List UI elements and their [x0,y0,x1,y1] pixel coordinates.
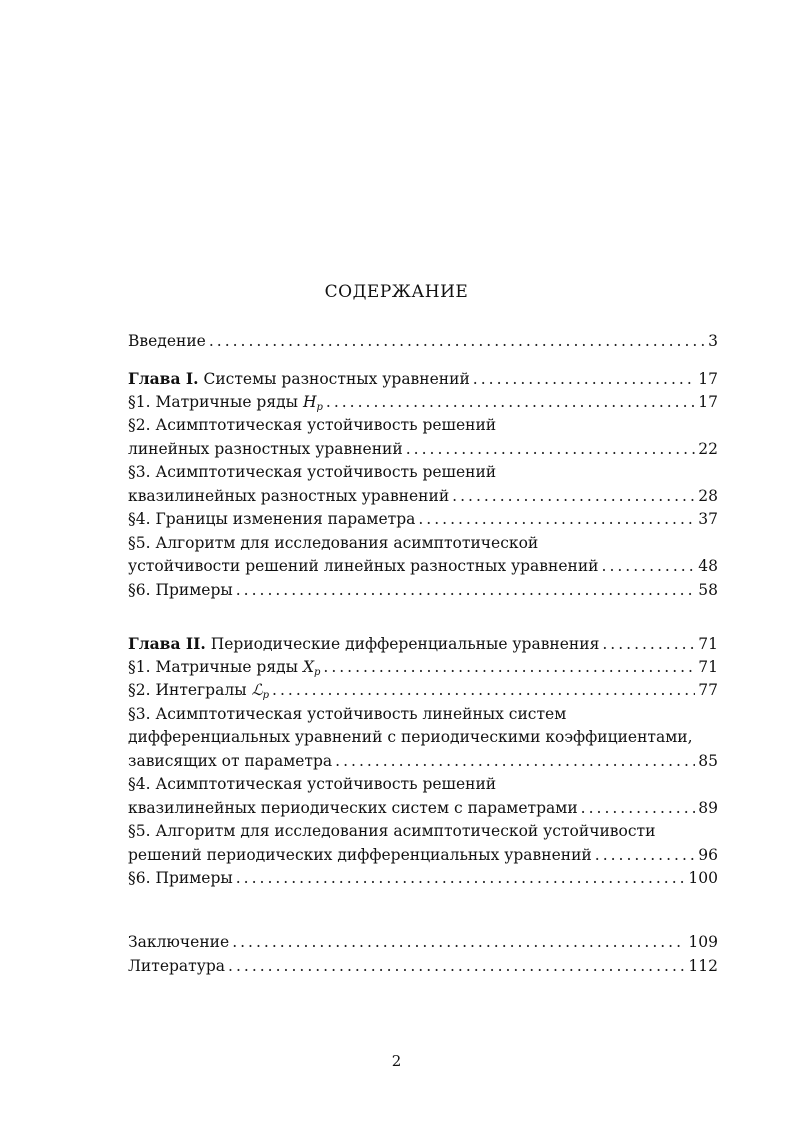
chapter-title: Периодические дифференциальные уравнения [210,635,600,653]
entry-page: 48 [698,557,718,575]
entry-label: Заключение [128,933,230,951]
entry-label: Введение [128,332,206,350]
toc-entry-ch1-s5[interactable] [128,555,718,579]
toc-chapter-1 [128,367,718,602]
dot-leader [602,555,696,579]
entry-page: 71 [698,635,718,653]
toc-entry-ch1-s3[interactable] [128,485,718,509]
dot-leader [272,679,695,703]
entry-page: 89 [698,798,718,817]
dot-leader [232,931,685,955]
entry-page: 17 [698,392,718,411]
dot-leader [323,656,695,680]
toc-entry-ch2-s6[interactable] [128,867,718,891]
toc-entry-ch1-s2-line1[interactable]: §2. Асимптотическая устойчивость решений [128,416,497,434]
toc-chapter-2 [128,632,718,891]
entry-label: §6. Примеры [128,869,233,887]
entry-page: 109 [688,933,718,951]
toc-entry-ch2-s5-line1[interactable]: §5. Алгоритм для исследования асимптотической устойчивости [128,822,656,840]
entry-page: 28 [698,486,718,505]
toc-entry-ch2-s3-line1[interactable]: §3. Асимптотическая устойчивость линейных систем [128,704,567,723]
toc-entry-ch1-s1[interactable] [128,391,718,415]
chapter-prefix: Глава II. [128,634,206,653]
dot-leader [418,508,695,532]
toc-entry-ch2-s5[interactable] [128,844,718,868]
toc-entry-ch2-s3-line2[interactable]: дифференциальных уравнений с периодическими коэффициентами, [128,728,693,746]
math-subscript: p [314,666,321,678]
toc-entry-ch2-s4-line1[interactable]: §4. Асимптотическая устойчивость решений [128,775,497,793]
page-title: СОДЕРЖАНИЕ [324,282,469,302]
toc-intro [128,330,718,354]
math-symbol: H [302,392,317,411]
entry-page: 100 [688,869,718,887]
chapter-title: Системы разностных уравнений [203,370,470,388]
toc-entry-literature[interactable] [128,955,718,979]
entry-label: квазилинейных разностных уравнений [128,486,450,505]
toc-entry-ch2-s1[interactable] [128,656,718,680]
math-subscript: p [316,401,323,413]
toc-entry-chapter-1[interactable] [128,367,718,391]
math-symbol: X [302,657,314,676]
entry-page: 71 [698,657,718,676]
entry-page: 17 [698,370,718,388]
dot-leader [228,955,685,979]
dot-leader [581,797,696,821]
toc-end-matter [128,931,718,978]
toc-entry-ch1-s3-line1[interactable]: §3. Асимптотическая устойчивость решений [128,463,497,481]
entry-page: 77 [698,681,718,699]
dot-leader [326,391,695,415]
toc-entry-intro[interactable] [128,330,718,354]
toc-entry-ch2-s2[interactable] [128,679,718,703]
math-symbol: ℒ [251,681,263,699]
entry-label: §2. Интегралы [128,681,247,699]
toc-entry-ch2-s4[interactable] [128,797,718,821]
toc-entry-chapter-2[interactable] [128,632,718,656]
entry-page: 112 [688,956,718,975]
entry-label: §1. Матричные ряды [128,392,299,411]
dot-leader [236,867,686,891]
entry-label: §1. Матричные ряды [128,657,299,676]
entry-page: 96 [698,845,718,864]
entry-label: §6. Примеры [128,580,233,599]
toc-entry-ch2-s3[interactable] [128,750,718,774]
entry-label: решений периодических дифференциальных уравнений [128,845,592,864]
dot-leader [335,750,695,774]
dot-leader [473,368,695,392]
entry-label: §4. Границы изменения параметра [128,510,416,528]
entry-page: 58 [698,580,718,599]
dot-leader [452,485,695,509]
entry-label: зависящих от параметра [128,751,333,770]
dot-leader [236,579,696,603]
toc-entry-ch1-s5-line1[interactable]: §5. Алгоритм для исследования асимптотической [128,533,539,552]
entry-page: 22 [698,439,718,458]
entry-page: 85 [698,751,718,770]
entry-label: устойчивости решений линейных разностных уравнений [128,557,599,575]
entry-page: 37 [698,510,718,528]
chapter-prefix: Глава I. [128,369,199,388]
toc-entry-ch1-s2[interactable] [128,438,718,462]
dot-leader [602,633,695,657]
entry-label: Литература [128,956,226,975]
dot-leader [406,438,696,462]
toc-entry-conclusion[interactable] [128,931,718,955]
page-number: 2 [391,1052,402,1070]
toc-entry-ch1-s6[interactable] [128,579,718,603]
entry-label: квазилинейных периодических систем с параметрами [128,798,578,817]
toc-entry-ch1-s4[interactable] [128,508,718,532]
dot-leader [595,844,696,868]
entry-label: линейных разностных уравнений [128,439,403,458]
math-subscript: p [262,690,270,701]
dot-leader [209,330,705,354]
entry-page: 3 [708,332,718,350]
